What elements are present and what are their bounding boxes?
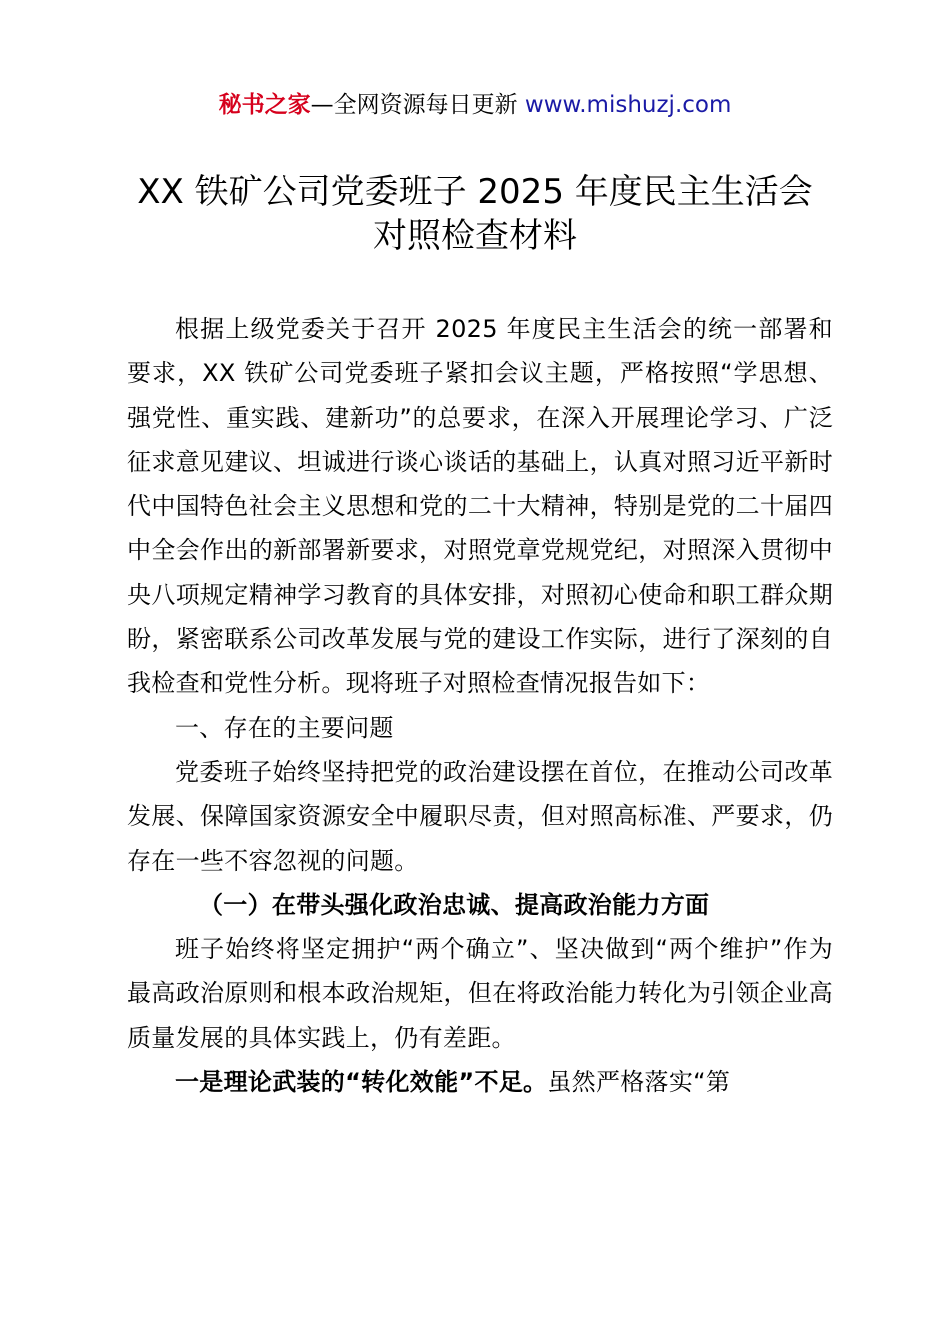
section-heading: 一、存在的主要问题 <box>175 713 394 742</box>
title-line-1: XX 铁矿公司党委班子 2025 年度民主生活会 <box>137 172 813 212</box>
point-lead: 一是理论武装的“转化效能”不足。 <box>175 1068 548 1097</box>
point-paragraph <box>127 1060 833 1104</box>
title-line-2: 对照检查材料 <box>373 216 577 256</box>
brand-name: 秘书之家 <box>218 92 311 118</box>
subsection-heading: （一）在带头强化政治忠诚、提高政治能力方面 <box>199 890 710 919</box>
header-tagline: —全网资源每日更新 <box>310 92 525 118</box>
intro-paragraph: 根据上级党委关于召开 2025 年度民主生活会的统一部署和要求，XX 铁矿公司党委班子紧扣会议主题，严格按照“学思想、强党性、重实践、建新功”的总要求，在深入开展理论学习、广泛征求意见建议、坦诚进行谈心谈话的基础上，认真对照习近平新时代中国特色社会主义思想和党的二十大精神，特别是党的二十届四中全会作出的新部署新要求，对照党章党规党纪，对照深入贯彻中央八项规定精神学习教育的具体安排，对照初心使命和职工群众期盼，紧密联系公司改革发展与党的建设工作实际，进行了深刻的自我检查和党性分析。现将班子对照检查情况报告如下： <box>127 315 833 698</box>
document-title <box>0 170 950 258</box>
site-header <box>0 88 950 122</box>
point-text: 虽然严格落实“第 <box>547 1068 731 1097</box>
document-body <box>127 307 833 1104</box>
subsection-paragraph: 班子始终将坚定拥护“两个确立”、坚决做到“两个维护”作为最高政治原则和根本政治规矩，但在将政治能力转化为引领企业高质量发展的具体实践上，仍有差距。 <box>127 935 833 1052</box>
site-url[interactable]: www.mishuzj.com <box>524 92 732 118</box>
section-paragraph: 党委班子始终坚持把党的政治建设摆在首位，在推动公司改革发展、保障国家资源安全中履职尽责，但对照高标准、严要求，仍存在一些不容忽视的问题。 <box>127 757 833 875</box>
